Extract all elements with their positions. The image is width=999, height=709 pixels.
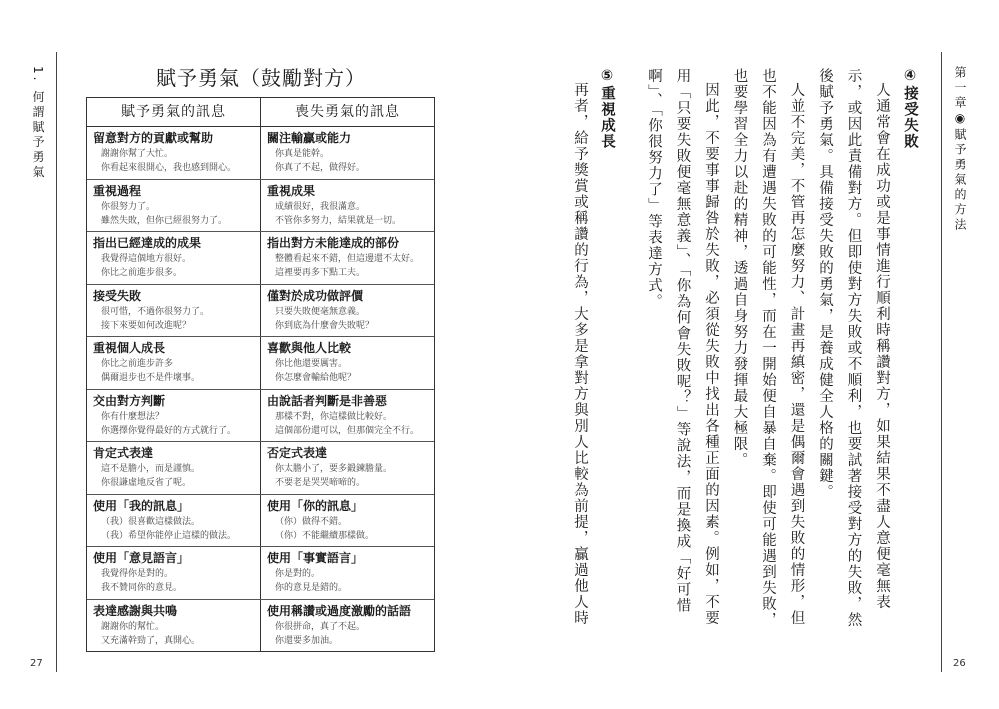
cell-example: 我不贊同你的意見。 [101, 583, 183, 593]
encouraging-cell [87, 442, 260, 494]
cell-heading: 使用「事實語言」 [267, 551, 364, 565]
cell-example: 我覺得這個地方很好。 [101, 254, 192, 264]
discouraging-cell [260, 600, 434, 652]
encouraging-cell [87, 547, 260, 599]
table-body [87, 127, 434, 651]
section-heading-growth: ⑤重視成長 [599, 68, 615, 150]
body-text-column: 用「只要失敗便毫無意義」、「你為何會失敗呢？」等說法，而是換成「好可惜 [674, 68, 691, 614]
cell-example: 你是對的。 [275, 569, 321, 579]
encouragement-table [86, 97, 435, 652]
encouraging-cell [87, 127, 260, 179]
cell-example: 整體看起來不錯，但這邊還不太好。 [275, 254, 420, 264]
body-text-column: 也不能因為有遭遇失敗的可能性，而在一開始便自暴自棄。即使可能遇到失敗， [760, 68, 776, 628]
cell-example: 你到底為什麼會失敗呢？ [275, 320, 375, 331]
cell-heading: 由說話者判斷是非善惡 [267, 393, 388, 408]
cell-heading: 僅對於成功做評價 [267, 288, 364, 303]
table-row [87, 336, 434, 389]
cell-heading: 使用「你的訊息」 [267, 498, 364, 513]
left-margin-rule [56, 52, 57, 672]
header-discouraging: 喪失勇氣的訊息 [260, 98, 434, 126]
body-text-column: 人並不完美，不管再怎麼努力、計畫再縝密，還是偶爾會遇到失敗的情形，但 [788, 82, 805, 626]
table-row [87, 284, 434, 337]
section-heading-accept-failure: ④接受失敗 [902, 68, 918, 150]
cell-heading: 使用稱讚或過度激勵的話語 [267, 603, 412, 618]
cell-example: （你）不能繼續那樣做。 [275, 530, 375, 541]
discouraging-cell [260, 495, 434, 547]
cell-example: 成績很好，我很滿意。 [275, 201, 366, 212]
cell-example: 你選擇你覺得最好的方式就行了。 [101, 425, 237, 436]
page-number-right: 26 [953, 658, 966, 669]
page-number-left: 27 [30, 658, 43, 669]
cell-example: 你比之前進步許多 [101, 359, 174, 369]
table-row [87, 179, 434, 232]
cell-example: 又充滿幹勁了，真開心。 [101, 635, 201, 646]
cell-example: 我覺得你是對的。 [101, 569, 174, 579]
encouraging-cell [87, 285, 260, 337]
cell-heading: 重視個人成長 [93, 341, 166, 355]
cell-example: 你怎麼會輸給他呢？ [275, 373, 357, 383]
cell-example: 你比之前進步很多。 [101, 268, 183, 278]
cell-example: 很可惜，不過你很努力了。 [101, 306, 210, 317]
body-text-column: 人通常會在成功或是事情進行順利時稱讚對方，如果結果不盡人意便毫無表 [874, 82, 890, 610]
table-row [87, 494, 434, 547]
chapter-label: 第一章◉賦予勇氣的方法 [953, 66, 967, 233]
cell-example: 你看起來很開心，我也感到開心。 [101, 163, 237, 173]
discouraging-cell [260, 442, 434, 494]
cell-example: 謝謝你的幫忙。 [101, 621, 165, 632]
cell-heading: 表達感謝與共鳴 [93, 603, 178, 618]
cell-example: 不要老是哭哭啼啼的。 [275, 478, 366, 488]
cell-example: 你很拼命，真了不起。 [275, 621, 366, 632]
cell-heading: 肯定式表達 [93, 446, 154, 460]
body-text-column: 因此，不要事事歸咎於失敗，必須從失敗中找出各種正面的因素。例如，不要 [703, 82, 719, 626]
right-margin-rule [941, 52, 942, 672]
cell-example: 不管你多努力，結果就是一切。 [275, 215, 402, 226]
body-text-column: 再者，給予獎賞或稱讚的行為，大多是拿對方與別人比較為前提，贏過他人時 [572, 82, 588, 626]
cell-heading: 喜歡與他人比較 [267, 341, 352, 355]
table-row [87, 231, 434, 284]
body-text-column: 也要學習全力以赴的精神，透過自身努力發揮最大極限。 [731, 68, 748, 468]
section-label: 1. 何謂賦予勇氣 [31, 66, 45, 181]
cell-example: 你還要多加油。 [275, 635, 339, 646]
cell-example: 偶爾退步也不是件壞事。 [101, 373, 201, 383]
table-row [87, 441, 434, 494]
cell-heading: 指出已經達成的成果 [93, 236, 202, 250]
discouraging-cell [260, 127, 434, 179]
body-text-column: 示，或因此責備對方。但即使對方失敗或不順利，也要試著接受對方的失敗，然 [845, 68, 862, 628]
cell-example: 你太膽小了，要多鍛鍊膽量。 [275, 464, 393, 474]
cell-example: 這不是膽小，而是謹慎。 [101, 464, 201, 474]
cell-heading: 接受失敗 [93, 288, 142, 303]
header-encouraging: 賦予勇氣的訊息 [121, 104, 226, 120]
encouraging-cell [87, 495, 260, 547]
discouraging-cell [260, 232, 434, 284]
table-title: 賦予勇氣（鼓勵對方） [156, 66, 366, 90]
cell-example: 這個部份還可以，但那個完全不行。 [275, 425, 420, 436]
cell-heading: 使用「我的訊息」 [93, 498, 190, 513]
cell-example: 雖然失敗，但你已經很努力了。 [101, 215, 228, 226]
cell-heading: 重視成果 [267, 183, 316, 198]
cell-heading: 重視過程 [93, 183, 142, 198]
encouraging-cell [87, 390, 260, 442]
table-row [87, 546, 434, 599]
cell-example: 謝謝你幫了大忙。 [101, 149, 174, 159]
cell-example: 你真是能幹。 [275, 149, 330, 159]
cell-example: （我）很喜歡這樣做法。 [101, 516, 201, 527]
cell-example: 你很謙虛地反省了呢。 [101, 478, 192, 488]
cell-example: 只要失敗便毫無意義。 [275, 306, 366, 317]
cell-example: 接下來要如何改進呢？ [101, 320, 192, 331]
discouraging-cell [260, 337, 434, 389]
encouraging-cell [87, 180, 260, 232]
cell-heading: 關注輸贏或能力 [267, 131, 352, 145]
discouraging-cell [260, 180, 434, 232]
cell-example: 你有什麼想法？ [101, 411, 165, 422]
cell-example: 你比他還要厲害。 [275, 359, 348, 369]
cell-heading: 使用「意見語言」 [93, 551, 190, 565]
discouraging-cell [260, 285, 434, 337]
discouraging-cell [260, 390, 434, 442]
body-text-column: 後賦予勇氣。具備接受失敗的勇氣，是養成健全人格的關鍵。 [817, 68, 833, 500]
cell-heading: 交由對方判斷 [93, 393, 166, 408]
cell-example: 你很努力了。 [101, 201, 156, 212]
cell-example: 那樣不對，你這樣做比較好。 [275, 411, 393, 422]
cell-example: （我）希望你能停止這樣的做法。 [101, 530, 237, 541]
cell-heading: 否定式表達 [267, 446, 328, 460]
table-header [87, 98, 434, 127]
cell-example: 這裡要再多下點工夫。 [275, 268, 366, 278]
table-row [87, 599, 434, 652]
cell-example: （你）做得不錯。 [275, 516, 348, 527]
encouraging-cell [87, 600, 260, 652]
cell-heading: 指出對方未能達成的部份 [267, 236, 400, 250]
cell-example: 你真了不起，做得好。 [275, 163, 366, 173]
encouraging-cell [87, 232, 260, 284]
cell-heading: 留意對方的貢獻或幫助 [93, 131, 214, 145]
body-text-column: 啊」、「你很努力了」等表達方式。 [646, 68, 662, 310]
encouraging-cell [87, 337, 260, 389]
discouraging-cell [260, 547, 434, 599]
cell-example: 你的意見是錯的。 [275, 583, 348, 593]
table-row [87, 389, 434, 442]
table-row [87, 127, 434, 179]
